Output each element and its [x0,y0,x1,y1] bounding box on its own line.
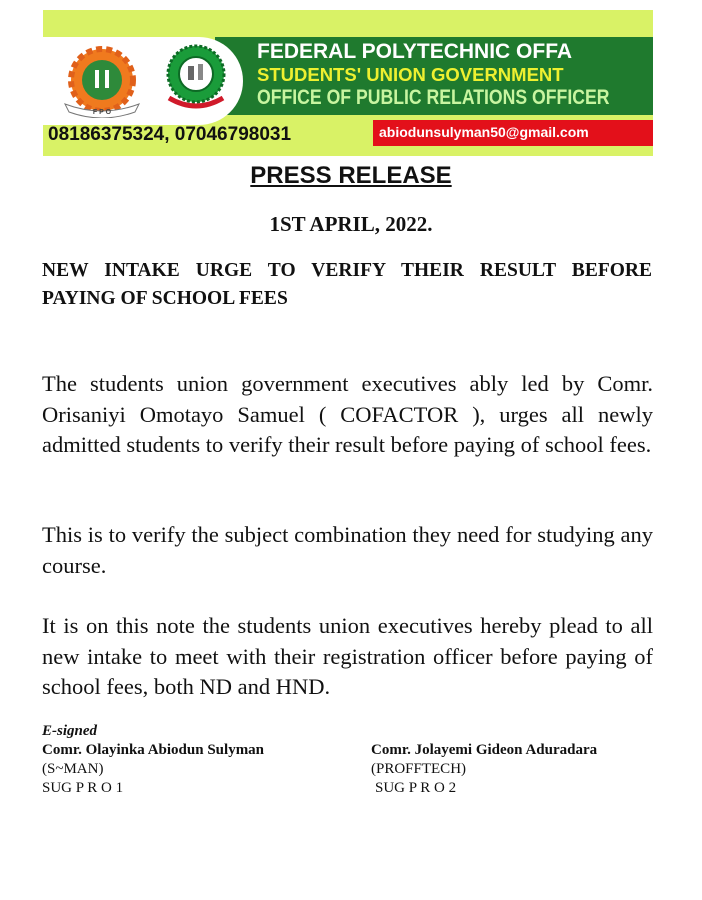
signatory-role: SUG P R O 1 [42,780,124,796]
office-name: OFFICE OF PUBLIC RELATIONS OFFICER [257,86,610,109]
union-name: STUDENTS' UNION GOVERNMENT [257,64,564,85]
esigned-label: E-signed [42,723,98,739]
document-title: PRESS RELEASE [250,162,452,189]
paragraph-1: The students union government executives ably led by Comr. Orisaniyi Omotayo Samuel ( COFACTOR ), urges all newly admitted students to verify their result before paying of school fees. [42,371,653,457]
polytechnic-logo-icon [61,46,143,118]
institution-name: FEDERAL POLYTECHNIC OFFA [257,40,573,63]
document-title-wrap [0,162,702,190]
paragraph-2: This is to verify the subject combination they need for studying any course. [42,522,653,578]
signatory-2 [371,741,597,798]
phone-numbers: 08186375324, 07046798031 [48,124,292,145]
svg-text:F P O: F P O [92,109,112,116]
sug-logo-icon [163,42,229,114]
signatory-1 [42,722,264,798]
signatory-role: SUG P R O 2 [375,780,457,796]
signatory-alias: (S~MAN) [42,761,104,777]
letterhead-banner [43,10,653,156]
signatory-alias: (PROFFTECH) [371,761,467,777]
signatory-name: Comr. Olayinka Abiodun Sulyman [42,742,265,758]
email-address: abiodunsulyman50@gmail.com [373,120,653,146]
signatory-name: Comr. Jolayemi Gideon Aduradara [371,742,598,758]
release-date: 1ST APRIL, 2022. [269,212,433,236]
headline: NEW INTAKE URGE TO VERIFY THEIR RESULT BEFORE PAYING OF SCHOOL FEES [42,260,652,309]
paragraph-3: It is on this note the students union executives hereby plead to all new intake to meet with their registration officer before paying of school fees, both ND and HND. [42,613,653,699]
